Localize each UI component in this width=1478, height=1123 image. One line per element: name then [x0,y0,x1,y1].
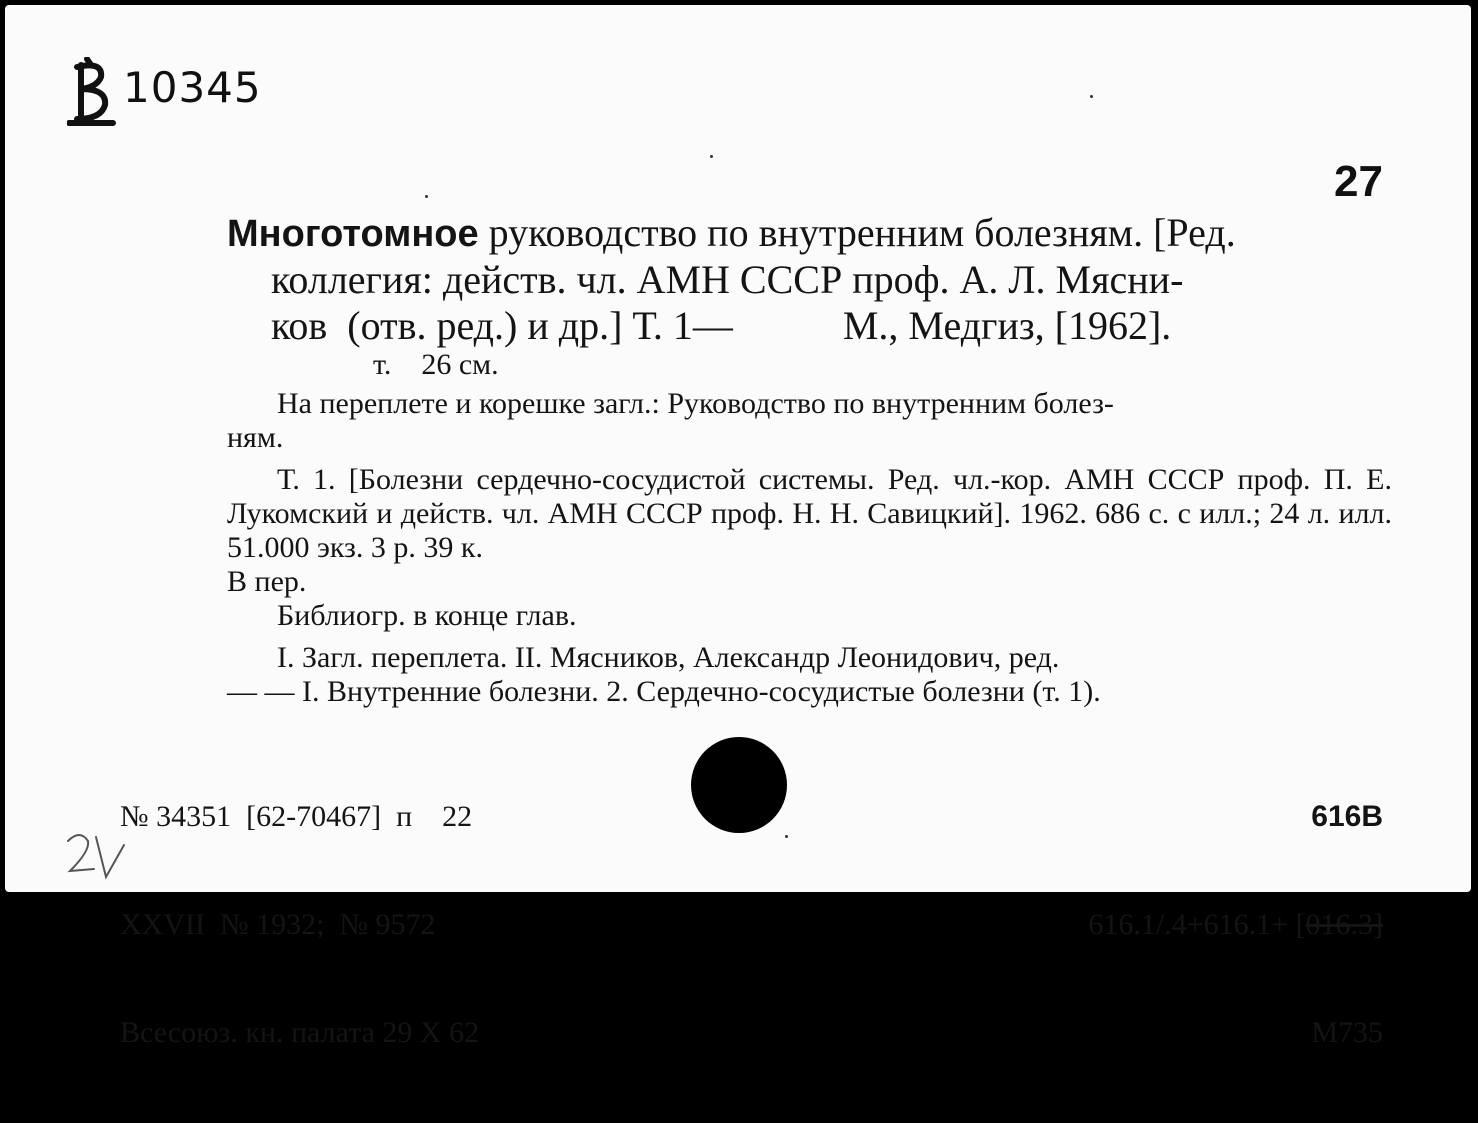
note-bibliography: Библиогр. в конце глав. [277,599,577,632]
registration-line-2: XXVII № 1932; № 9572 [120,908,436,941]
entry-heading: Многотомное [227,213,479,255]
handwritten-b-glyph [67,57,123,127]
note-binding: В пер. [227,565,307,598]
handwritten-number-text: 10345 [123,63,262,112]
speck [1090,95,1093,98]
tracings-line-1: I. Загл. переплета. II. Мясников, Александр Леонидович, ред. [277,641,1060,674]
entry-line-1 [227,210,1392,257]
card-number: 27 [1334,157,1383,206]
note-volume: Т. 1. [Болезни сердечно-сосудистой системы. Ред. чл.-кор. АМН СССР проф. П. Е. Лукомский и действ. чл. АМН СССР проф. Н. Н. Савицкий]. 1962. 686 с. с илл.; 24 л. илл. 51.000 экз. 3 р. 39 к. [227,463,1392,564]
classification-block [1088,727,1383,1123]
speck [785,835,788,838]
registration-block [120,727,479,1123]
physical-description: т. 26 см. [373,348,499,381]
note-cover-title-cont: ням. [227,421,284,454]
author-mark: М735 [1311,1016,1383,1049]
handwritten-accession-number [65,57,295,127]
tracings-line-2: — — I. Внутренние болезни. 2. Сердечно-сосудистые болезни (т. 1). [227,675,1101,708]
main-entry [227,210,1392,349]
catalog-card [5,5,1471,1049]
entry-line-1-rest: руководство по внутренним болезням. [Ред. [478,210,1236,255]
classification-code-2-struck: 016.3] [1305,908,1383,941]
pencil-mark-icon [60,827,130,887]
classification-code-2-prefix: 616.1/.4+616.1+ [ [1088,908,1306,941]
speck [710,155,713,158]
entry-line-3: ков (отв. ред.) и др.] Т. 1— М., Медгиз, [1962]. [271,303,1172,348]
entry-line-2: коллегия: действ. чл. АМН СССР проф. А. Л. Мясни- [271,257,1184,302]
note-cover-title-text: На переплете и корешке загл.: Руководство по внутренним болез- [277,387,1114,420]
punch-hole [691,737,787,833]
notes-block [227,387,1392,709]
classification-code-2 [1088,907,1383,943]
registration-line-3: Всесоюз. кн. палата 29 X 62 [120,1016,480,1049]
classification-code-1: 616В [1311,800,1383,833]
note-cover-title [227,387,1392,421]
speck [425,195,428,198]
registration-line-1: № 34351 [62-70467] п 22 [120,800,473,833]
